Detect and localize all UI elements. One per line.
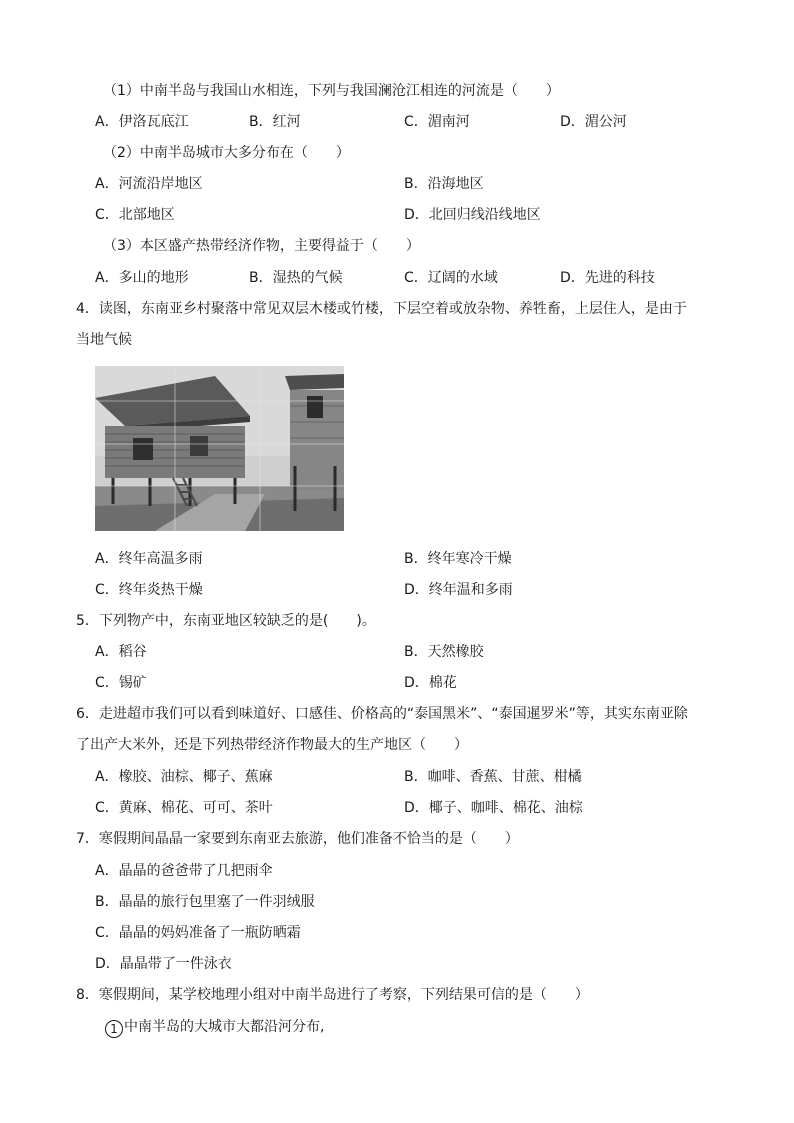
q6-option-a: A．橡胶、油棕、椰子、蕉麻 (95, 769, 273, 785)
q6-option-c: C．黄麻、棉花、可可、茶叶 (95, 800, 273, 816)
q3-sub3-option-d: D．先进的科技 (560, 270, 655, 286)
q3-sub3-option-c: C．辽阔的水域 (404, 270, 498, 286)
q5-option-d: D．棉花 (404, 675, 457, 691)
q7-option-a: A．晶晶的爸爸带了几把雨伞 (95, 863, 273, 879)
q3-sub1-option-d: D．湄公河 (560, 114, 627, 130)
q6-option-b: B．咖啡、香蕉、甘蔗、柑橘 (404, 769, 582, 785)
q3-sub1-option-a: A．伊洛瓦底江 (95, 114, 189, 130)
q4-option-d: D．终年温和多雨 (404, 582, 513, 598)
q3-sub2-stem: （2）中南半岛城市大多分布在（ ） (103, 145, 350, 161)
q8-item-1-text: 中南半岛的大城市大都沿河分布, (124, 1019, 325, 1035)
q5-stem: 5．下列物产中，东南亚地区较缺乏的是( )。 (76, 613, 376, 629)
q3-sub2-option-a: A．河流沿岸地区 (95, 176, 203, 192)
q6-stem-line-2: 了出产大米外，还是下列热带经济作物最大的生产地区（ ） (76, 737, 468, 753)
q3-sub1-option-b: B．红河 (249, 114, 301, 130)
q3-sub3-option-b: B．湿热的气候 (249, 270, 343, 286)
q7-option-c: C．晶晶的妈妈准备了一瓶防晒霜 (95, 925, 301, 941)
q3-sub2-option-b: B．沿海地区 (404, 176, 484, 192)
q3-sub2-option-d: D．北回归线沿线地区 (404, 207, 541, 223)
stilt-house-photo (95, 366, 344, 531)
q5-option-c: C．锡矿 (95, 675, 147, 691)
circled-number-1: 1 (105, 1020, 123, 1038)
q6-stem-line-1: 6．走进超市我们可以看到味道好、口感佳、价格高的“泰国黑米”、“泰国暹罗米”等，其实东南亚除 (76, 706, 688, 722)
q7-stem: 7．寒假期间晶晶一家要到东南亚去旅游，他们准备不恰当的是（ ） (76, 831, 519, 847)
q4-stem-line-1: 4．读图，东南亚乡村聚落中常见双层木楼或竹楼，下层空着或放杂物、养牲畜，上层住人，是由于 (76, 301, 687, 317)
q4-option-b: B．终年寒冷干燥 (404, 551, 512, 567)
q8-item-1 (105, 1017, 324, 1038)
q5-option-b: B．天然橡胶 (404, 644, 484, 660)
q4-option-c: C．终年炎热干燥 (95, 582, 203, 598)
q3-sub2-option-c: C．北部地区 (95, 207, 175, 223)
q7-option-b: B．晶晶的旅行包里塞了一件羽绒服 (95, 894, 315, 910)
q3-sub1-stem: （1）中南半岛与我国山水相连，下列与我国澜沧江相连的河流是（ ） (103, 83, 560, 99)
q6-option-d: D．椰子、咖啡、棉花、油棕 (404, 800, 583, 816)
q3-sub1-option-c: C．湄南河 (404, 114, 470, 130)
q4-stem-line-2: 当地气候 (76, 332, 132, 348)
q7-option-d: D．晶晶带了一件泳衣 (95, 956, 232, 972)
q3-sub3-stem: （3）本区盛产热带经济作物，主要得益于（ ） (103, 238, 420, 254)
q8-stem: 8．寒假期间，某学校地理小组对中南半岛进行了考察，下列结果可信的是（ ） (76, 987, 589, 1003)
q3-sub3-option-a: A．多山的地形 (95, 270, 189, 286)
q5-option-a: A．稻谷 (95, 644, 147, 660)
q4-option-a: A．终年高温多雨 (95, 551, 203, 567)
